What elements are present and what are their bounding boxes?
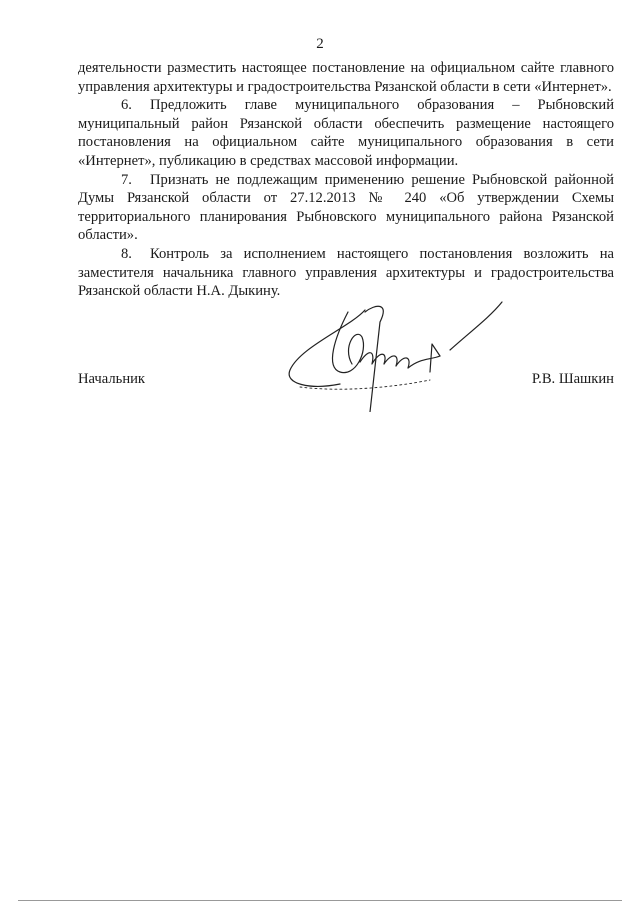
handwritten-signature (280, 292, 510, 412)
item-number: 6. (121, 97, 132, 114)
item-number: 8. (121, 245, 132, 262)
page-number: 2 (316, 36, 324, 52)
paragraph-item-6 (78, 96, 614, 170)
item-number: 7. (121, 171, 132, 188)
signer-role: Начальник (78, 371, 146, 387)
bottom-rule (18, 900, 622, 901)
paragraph-continuation: деятельности разместить настоящее постановление на официальном сайте главного управления архитектуры и градостроительства Рязанской области в сети «Интернет». (78, 60, 614, 95)
item-text: Признать не подлежащим применению решение Рыбновской районной Думы Рязанской области от 27.12.2013 № 240 «Об утверждении Схемы территориального планирования Рыбновского муниципального района Рязанской области». (78, 171, 614, 244)
signer-name: Р.В. Шашкин (531, 371, 614, 387)
paragraph-item-7 (78, 171, 614, 245)
item-text: Контроль за исполнением настоящего постановления возложить на заместителя начальника главного управления архитектуры и градостроительства Рязанской области Н.А. Дыкину. (78, 245, 614, 300)
document-body (78, 59, 614, 301)
item-text: Предложить главе муниципального образования – Рыбновский муниципальный район Рязанской области обеспечить размещение настоящего постановления на официальном сайте муниципального образования в сети «Интернет», публикацию в средствах массовой информации. (78, 97, 614, 169)
